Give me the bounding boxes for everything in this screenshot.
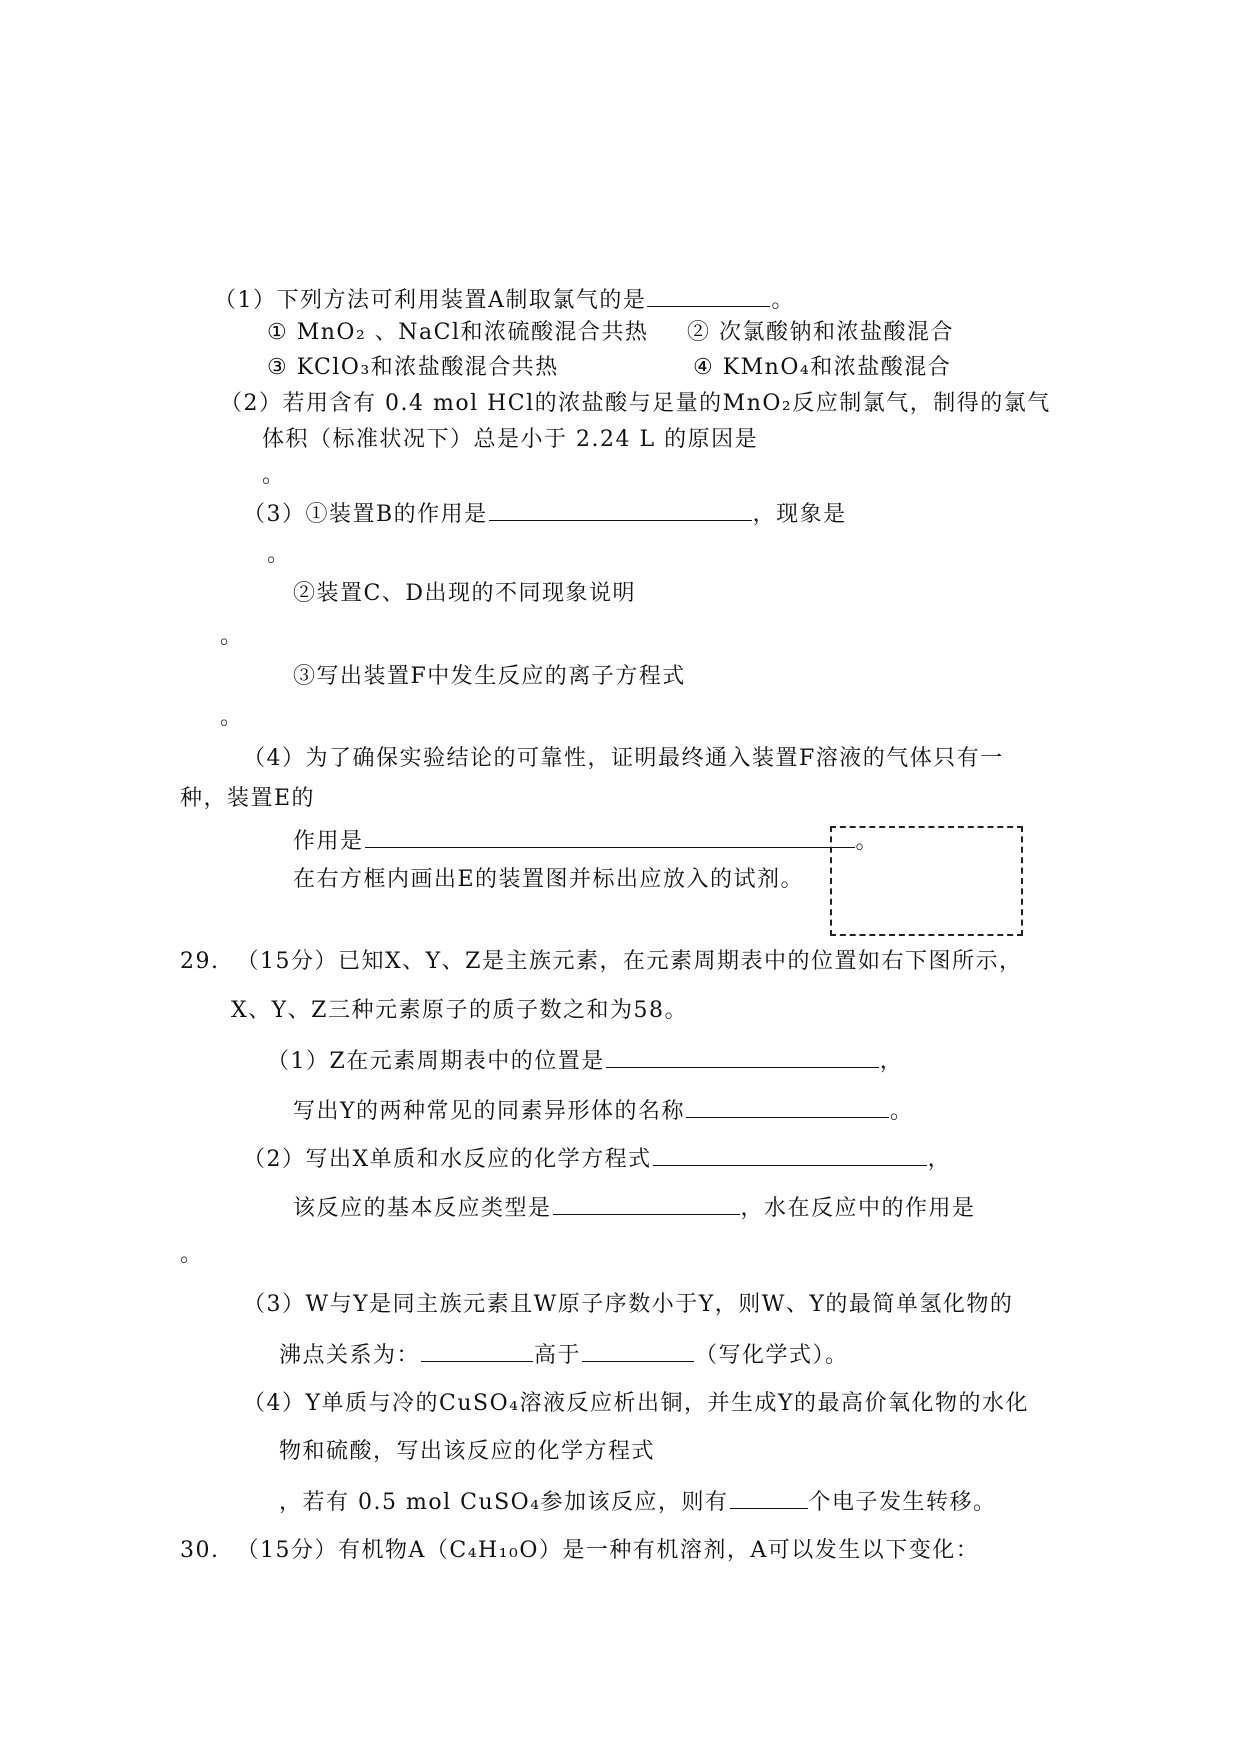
q3-part3-end: 。 [220,705,244,730]
q2-end: 。 [262,463,286,488]
q29-s1-end: ， [879,1049,904,1074]
q29-s2b-mid: ，水在反应中的作用是 [740,1196,976,1221]
answer-blank [730,1488,808,1509]
q29-s1-line [267,1047,903,1075]
q29-header: 29. （15分）已知X、Y、Z是主族元素，在元素周期表中的位置如右下图所示， [180,949,1023,974]
q3-part1-end: 。 [267,542,291,567]
q29-s3-line-2 [279,1341,849,1369]
q29-s1b-line [293,1097,914,1125]
q1-option-2: ② 次氯酸钠和浓盐酸混合 [687,320,954,345]
q3-part1-mid: ，现象是 [752,502,847,527]
answer-blank [653,1145,927,1166]
answer-blank [606,1047,879,1068]
q29-s3-start: 沸点关系为： [279,1343,421,1368]
q29-s1b-start: 写出Y的两种常见的同素异形体的名称 [293,1099,686,1124]
q29-s2b-start: 该反应的基本反应类型是 [293,1196,552,1221]
q29-s4-line-1: （4）Y单质与冷的CuSO₄溶液反应析出铜，并生成Y的最高价氧化物的水化 [243,1391,1029,1416]
q29-s2-start: （2）写出X单质和水反应的化学方程式 [243,1147,652,1172]
q29-s3-end: （写化学式）。 [695,1343,849,1368]
q29-s2b-end: 。 [180,1242,204,1267]
q3-part1-line [243,500,847,528]
q29-s1-start: （1）Z在元素周期表中的位置是 [267,1049,605,1074]
answer-blank [647,286,770,307]
answer-blank [421,1341,533,1362]
q29-s4-start: ，若有 0.5 mol CuSO₄参加该反应，则有 [279,1490,729,1515]
q29-s3-line-1: （3）W与Y是同主族元素且W原子序数小于Y，则W、Y的最简单氢化物的 [243,1292,1014,1317]
q4-line-3 [293,827,879,855]
q1-stem: （1）下列方法可利用装置A制取氯气的是 [214,288,647,313]
q30-header: 30. （15分）有机物A（C₄H₁₀O）是一种有机溶剂，A可以发生以下变化： [180,1538,980,1563]
q29-header-2: X、Y、Z三种元素原子的质子数之和为58。 [231,998,688,1023]
q29-s4-end: 个电子发生转移。 [808,1490,997,1515]
q3-part2-end: 。 [220,624,244,649]
q1-end: 。 [771,288,795,313]
q1-option-4: ④ KMnO₄和浓盐酸混合 [693,355,952,380]
q1-stem-line [214,286,795,314]
q4-line-4: 在右方框内画出E的装置图并标出应放入的试剂。 [293,867,805,892]
q4-line-2: 种，装置E的 [180,786,316,811]
answer-blank [365,827,855,848]
q2-line-1: （2）若用含有 0.4 mol HCl的浓盐酸与足量的MnO₂反应制氯气，制得的氯气 [220,391,1051,416]
q29-s2-line [243,1145,951,1173]
q4-line-1: （4）为了确保实验结论的可靠性，证明最终通入装置F溶液的气体只有一 [243,746,1004,771]
q3-part3: ③写出装置F中发生反应的离子方程式 [293,664,686,689]
q4-line-3-start: 作用是 [293,829,364,854]
answer-blank [553,1194,740,1215]
q1-option-1: ① MnO₂ 、NaCl和浓硫酸混合共热 [267,320,649,345]
q29-s2-end: ， [927,1147,952,1172]
q1-option-3: ③ KClO₃和浓盐酸混合共热 [267,355,559,380]
q29-s4-line-3 [279,1488,997,1516]
q29-s1b-end: 。 [890,1099,914,1124]
q3-part2: ②装置C、D出现的不同现象说明 [293,581,636,606]
q29-s3-mid: 高于 [534,1343,582,1368]
drawing-answer-box [830,826,1023,936]
answer-blank [582,1341,694,1362]
q2-line-2: 体积（标准状况下）总是小于 2.24 L 的原因是 [262,427,759,452]
answer-blank [686,1097,889,1118]
q29-s2b-line [293,1194,976,1222]
q4-line-3-end: 。 [855,829,880,854]
q29-s4-line-2: 物和硫酸，写出该反应的化学方程式 [279,1439,656,1464]
q3-part1-start: （3）①装置B的作用是 [243,502,488,527]
answer-blank [489,500,752,521]
